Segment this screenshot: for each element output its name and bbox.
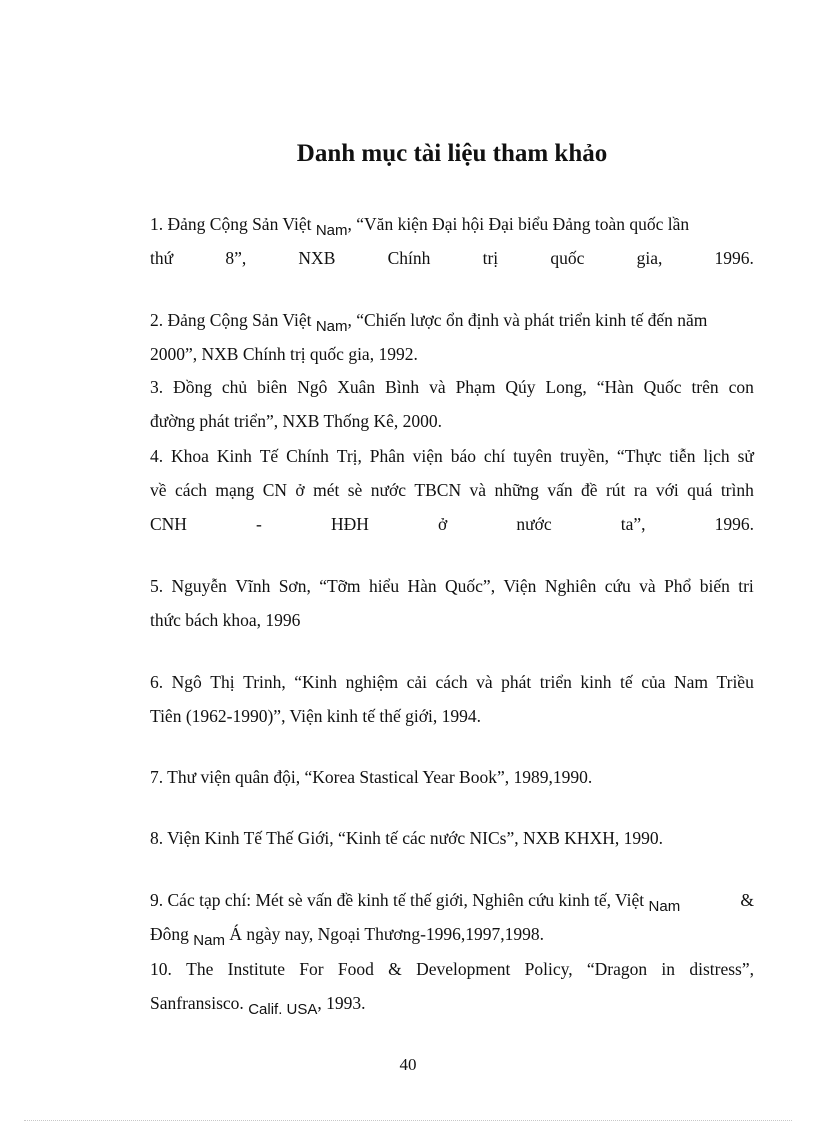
reference-1-line-2: thứ 8”, NXB Chính trị quốc gia, 1996. <box>150 248 754 268</box>
reference-4-line-2: về cách mạng CN ở mét sè nước TBCN và những vấn đề rút ra với quá trình <box>150 480 754 500</box>
reference-8-line-1: 8. Viện Kinh Tế Thế Giới, “Kinh tế các nước NICs”, NXB KHXH, 1990. <box>150 828 663 848</box>
reference-item-8 <box>150 821 754 855</box>
reference-6-line-1: 6. Ngô Thị Trinh, “Kinh nghiệm cải cách và phát triển kinh tế của Nam Triều <box>150 672 754 692</box>
reference-5-line-1: 5. Nguyễn Vĩnh Sơn, “Tỡm hiểu Hàn Quốc”, Viện Nghiên cứu và Phổ biến tri <box>150 576 754 596</box>
reference-item-4 <box>150 439 754 541</box>
reference-9-line-1: 9. Các tạp chí: Mét sè vấn đề kinh tế thế giới, Nghiên cứu kinh tế, Việt Nam & <box>150 890 754 915</box>
reference-item-10 <box>150 952 754 1020</box>
reference-item-1 <box>150 207 754 275</box>
page-title: Danh mục tài liệu tham khảo <box>296 140 608 167</box>
reference-item-5 <box>150 569 754 637</box>
reference-2-line-1: 2. Đảng Cộng Sản Việt Nam, “Chiến lược ổn định và phát triển kinh tế đến năm <box>150 310 708 335</box>
reference-2-line-2: 2000”, NXB Chính trị quốc gia, 1992. <box>150 344 418 364</box>
reference-item-6 <box>150 665 754 733</box>
page-bottom-divider <box>24 1120 792 1121</box>
reference-7-line-1: 7. Thư viện quân đội, “Korea Stastical Year Book”, 1989,1990. <box>150 767 593 787</box>
reference-4-line-1: 4. Khoa Kinh Tế Chính Trị, Phân viện báo chí tuyên truyền, “Thực tiễn lịch sử <box>150 446 754 466</box>
reference-1-line-1: 1. Đảng Cộng Sản Việt Nam, “Văn kiện Đại hội Đại biểu Đảng toàn quốc lần <box>150 214 690 239</box>
reference-4-line-3: CNH - HĐH ở nước ta”, 1996. <box>150 514 754 534</box>
reference-item-2 <box>150 303 754 371</box>
reference-9-line-2: Đông Nam Á ngày nay, Ngoại Thương-1996,1997,1998. <box>150 924 545 949</box>
reference-10-line-2: Sanfransisco. Calif. USA, 1993. <box>150 993 366 1018</box>
reference-3-line-1: 3. Đồng chủ biên Ngô Xuân Bình và Phạm Qúy Long, “Hàn Quốc trên con <box>150 377 754 397</box>
page-number: 40 <box>399 1055 417 1074</box>
reference-5-line-2: thức bách khoa, 1996 <box>150 610 301 630</box>
reference-item-3 <box>150 370 754 438</box>
reference-6-line-2: Tiên (1962-1990)”, Viện kinh tế thế giới, 1994. <box>150 706 481 726</box>
reference-item-9 <box>150 883 754 951</box>
reference-item-7 <box>150 760 754 794</box>
reference-10-line-1: 10. The Institute For Food & Development Policy, “Dragon in distress”, <box>150 959 754 979</box>
reference-3-line-2: đường phát triển”, NXB Thống Kê, 2000. <box>150 411 443 431</box>
